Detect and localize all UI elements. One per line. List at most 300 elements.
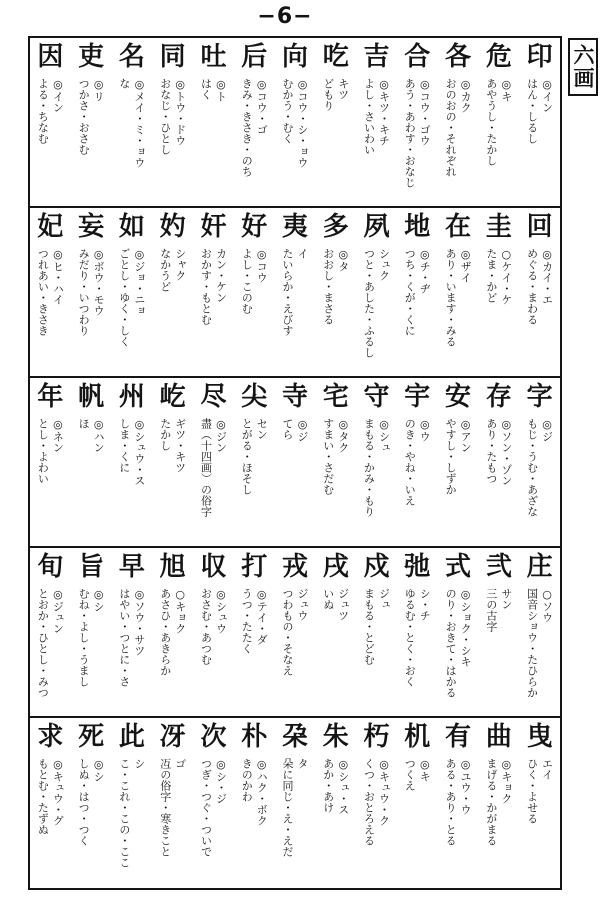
kun-reading: ある・あり・とる <box>444 758 458 846</box>
kanji-character: 朶 <box>281 722 308 752</box>
kanji-readings <box>275 248 315 374</box>
kanji-entry <box>232 38 276 206</box>
on-reading: ◎チ・ヂ <box>418 248 432 294</box>
kanji-readings <box>438 248 478 374</box>
kun-reading: きのかわ <box>240 758 254 802</box>
kanji-readings <box>397 78 437 204</box>
kanji-readings <box>479 418 519 544</box>
on-reading: ◎キュウ・ク <box>377 758 391 826</box>
on-reading: ◎ウ <box>418 418 432 442</box>
kanji-character: 妃 <box>37 212 64 242</box>
kanji-readings <box>30 418 70 544</box>
on-reading: ○ソウ <box>540 588 554 623</box>
kanji-readings <box>275 758 315 884</box>
kanji-readings <box>275 418 315 544</box>
kanji-readings <box>357 418 397 544</box>
on-reading: サン <box>499 588 513 610</box>
on-reading: イ <box>296 248 309 259</box>
on-reading: ◎カイ・エ <box>540 248 554 305</box>
kun-reading: よし・さいわい <box>362 78 376 155</box>
kun-reading: すまい・さだむ <box>321 418 335 495</box>
on-reading: ◎メイ・ミ・ョウ <box>132 78 146 168</box>
on-reading: タ <box>296 758 309 769</box>
kun-reading: よる・ちなむ <box>36 78 50 144</box>
on-reading: シャク <box>173 248 187 281</box>
on-reading: セン <box>255 418 269 440</box>
kanji-entry <box>110 208 154 376</box>
kanji-entry <box>69 38 113 206</box>
on-reading: ◎シュ・ス <box>336 758 350 815</box>
on-reading: ◎ジュン <box>51 588 65 634</box>
kanji-readings <box>438 758 478 884</box>
kanji-entry <box>69 208 113 376</box>
kanji-entry <box>395 208 439 376</box>
kanji-readings <box>71 758 111 884</box>
on-reading: ◎ジョ・ニョ <box>132 248 146 316</box>
kanji-readings <box>112 248 152 374</box>
kanji-entry <box>436 38 480 206</box>
on-reading: ◎ソン・ゾン <box>499 418 513 486</box>
stroke-count-label: 六画 <box>568 38 598 96</box>
kanji-entry <box>232 208 276 376</box>
kanji-character: 早 <box>118 552 145 582</box>
kun-reading: しま・くに <box>117 418 131 473</box>
kun-reading: 冱の俗字・寒きこと <box>158 758 172 857</box>
kanji-character: 存 <box>485 382 512 412</box>
kun-reading: ゆるむ・とく・おく <box>403 588 417 687</box>
kanji-character: 帆 <box>78 382 105 412</box>
kanji-readings <box>520 418 560 544</box>
kanji-readings <box>112 78 152 204</box>
kun-reading: たかし <box>158 418 172 451</box>
on-reading: ジュウ <box>296 588 309 621</box>
kanji-entry <box>355 38 399 206</box>
kanji-entry <box>110 378 154 546</box>
kanji-readings <box>438 588 478 714</box>
kanji-row <box>30 36 560 206</box>
on-reading: シ <box>132 758 146 769</box>
kanji-entry <box>477 548 521 716</box>
kanji-character: 戍 <box>363 552 390 582</box>
kanji-character: 宇 <box>404 382 431 412</box>
kanji-character: 如 <box>118 212 145 242</box>
on-reading: ◎コウ・シ・ョウ <box>296 78 309 168</box>
on-reading: ◎シュウ <box>214 588 228 634</box>
kanji-entry <box>232 718 276 886</box>
kanji-readings <box>234 758 274 884</box>
kanji-row <box>30 716 560 886</box>
kun-reading: な <box>117 78 131 89</box>
kanji-entry <box>477 718 521 886</box>
kanji-readings <box>193 78 233 204</box>
kanji-character: 后 <box>241 42 268 72</box>
kun-reading: おさむ・あつむ <box>199 588 213 665</box>
kanji-readings <box>479 588 519 714</box>
on-reading: ジュ <box>377 588 391 610</box>
kanji-entry <box>436 718 480 886</box>
kun-reading: あり・たもつ <box>484 418 498 484</box>
kanji-entry <box>232 378 276 546</box>
kanji-readings <box>357 248 397 374</box>
kanji-entry <box>151 718 195 886</box>
kun-reading: めぐる・まわる <box>525 248 539 325</box>
kun-reading: あやうし・たかし <box>484 78 498 166</box>
kanji-readings <box>520 588 560 714</box>
kun-reading: つち・くが・くに <box>403 248 417 336</box>
kanji-character: 圭 <box>485 212 512 242</box>
kanji-character: 式 <box>445 552 472 582</box>
kanji-readings <box>520 78 560 204</box>
on-reading: ◎ネン <box>51 418 65 453</box>
kanji-character: 夷 <box>281 212 308 242</box>
on-reading: ○キョク <box>173 588 187 634</box>
page-number: −6− <box>257 4 313 29</box>
kanji-readings <box>316 588 356 714</box>
kanji-entry <box>314 378 358 546</box>
on-reading: ◎タク <box>336 418 350 453</box>
kanji-character: 吐 <box>200 42 227 72</box>
on-reading: ◎アン <box>459 418 473 453</box>
kanji-readings <box>316 248 356 374</box>
on-reading: ◎リ <box>92 78 106 102</box>
kanji-character: 吃 <box>322 42 349 72</box>
on-reading: ◎ハク・ボク <box>255 758 269 826</box>
kun-reading: あう・あわす・おなじ <box>403 78 417 188</box>
kanji-entry <box>110 38 154 206</box>
on-reading: ◎カク <box>459 78 473 113</box>
kanji-entry <box>355 548 399 716</box>
kanji-readings <box>234 418 274 544</box>
kanji-character: 合 <box>404 42 431 72</box>
kanji-character: 旭 <box>159 552 186 582</box>
kanji-character: 奸 <box>200 212 227 242</box>
kanji-character: 弐 <box>485 552 512 582</box>
on-reading: ◎ショク・シキ <box>459 588 473 667</box>
on-reading: ◎シュウ・ス <box>132 418 146 486</box>
kanji-character: 求 <box>37 722 64 752</box>
kanji-readings <box>71 418 111 544</box>
kanji-entry <box>273 548 317 716</box>
on-reading: ◎テイ・ダ <box>255 588 269 645</box>
kanji-entry <box>110 548 154 716</box>
kanji-character: 名 <box>118 42 145 72</box>
kanji-entry <box>518 38 562 206</box>
on-reading: ◎シ <box>92 588 106 612</box>
kanji-entry <box>477 378 521 546</box>
kanji-entry <box>477 38 521 206</box>
on-reading: ◎タ <box>336 248 350 272</box>
on-reading: ◎トウ・ドウ <box>173 78 187 146</box>
kanji-entry <box>355 378 399 546</box>
kun-reading: あか・あけ <box>321 758 335 813</box>
on-reading: エイ <box>540 758 554 780</box>
kanji-entry <box>395 38 439 206</box>
kanji-readings <box>193 418 233 544</box>
kanji-readings <box>520 248 560 374</box>
kanji-character: 朱 <box>322 722 349 752</box>
kanji-readings <box>71 248 111 374</box>
kanji-row <box>30 376 560 546</box>
kun-reading: たま・かど <box>484 248 498 303</box>
kun-reading: 国音ショウ・たひらか <box>525 588 539 698</box>
kanji-character: 此 <box>118 722 145 752</box>
kanji-character: 打 <box>241 552 268 582</box>
kun-reading: みだり・いつわり <box>77 248 91 336</box>
kanji-character: 因 <box>37 42 64 72</box>
on-reading: ◎コウ・ゴウ <box>418 78 432 146</box>
kun-reading: どもり <box>321 78 335 111</box>
kanji-entry <box>191 718 235 886</box>
kanji-character: 吉 <box>363 42 390 72</box>
kanji-readings <box>275 588 315 714</box>
kanji-entry <box>395 378 439 546</box>
kun-reading: もじ・うむ・あざな <box>525 418 539 517</box>
kun-reading: ごとし・ゆく・しく <box>117 248 131 347</box>
kanji-readings <box>30 758 70 884</box>
kanji-character: 同 <box>159 42 186 72</box>
on-reading: ○ケイ・ケ <box>499 248 513 305</box>
kanji-character: 好 <box>241 212 268 242</box>
kanji-character: 夙 <box>363 212 390 242</box>
kanji-character: 次 <box>200 722 227 752</box>
kanji-character: 多 <box>322 212 349 242</box>
kanji-entry <box>28 378 72 546</box>
kun-reading: つくえ <box>403 758 417 791</box>
kun-reading: 盡（十四画）の俗字 <box>199 418 213 517</box>
kun-reading: きみ・きさき・のち <box>240 78 254 177</box>
kun-reading: いぬ <box>321 588 335 610</box>
kun-reading: まもる・とどむ <box>362 588 376 665</box>
on-reading: ◎イン <box>51 78 65 113</box>
kanji-character: 妄 <box>78 212 105 242</box>
kun-reading: なかうど <box>158 248 172 292</box>
kanji-entry <box>518 548 562 716</box>
kun-reading: 朵に同じ・え・えだ <box>281 758 294 857</box>
kanji-readings <box>71 78 111 204</box>
kanji-readings <box>397 758 437 884</box>
kanji-entry <box>151 548 195 716</box>
kun-reading: のき・やね・いえ <box>403 418 417 506</box>
kun-reading: こ・これ・この・ここ <box>117 758 131 868</box>
on-reading: ◎ヒ・ハイ <box>51 248 65 305</box>
kanji-entry <box>232 548 276 716</box>
kanji-entry <box>518 718 562 886</box>
kanji-readings <box>357 588 397 714</box>
kanji-readings <box>30 588 70 714</box>
kanji-entry <box>151 208 195 376</box>
kanji-character: 弛 <box>404 552 431 582</box>
kun-reading: ほ <box>77 418 91 429</box>
on-reading: ◎ト <box>214 78 228 102</box>
on-reading: ジュツ <box>336 588 350 621</box>
kun-reading: まもる・かみ・もり <box>362 418 376 517</box>
kun-reading: あさひ・あきらか <box>158 588 172 676</box>
kun-reading: よし・このむ <box>240 248 254 314</box>
kanji-entry <box>518 208 562 376</box>
on-reading: ◎キ <box>418 758 432 782</box>
kanji-entry <box>314 548 358 716</box>
kanji-entry <box>28 548 72 716</box>
kanji-character: 朽 <box>363 722 390 752</box>
on-reading: ◎コウ・ゴ <box>255 78 269 135</box>
kanji-readings <box>397 418 437 544</box>
kanji-readings <box>30 248 70 374</box>
kanji-entry <box>314 718 358 886</box>
kanji-entry <box>69 718 113 886</box>
kanji-entry <box>191 208 235 376</box>
kanji-character: 庄 <box>526 552 553 582</box>
kanji-entry <box>273 208 317 376</box>
kanji-entry <box>518 378 562 546</box>
kanji-character: 曲 <box>485 722 512 752</box>
kanji-entry <box>273 38 317 206</box>
kanji-entry <box>395 548 439 716</box>
kanji-character: 曳 <box>526 722 553 752</box>
kanji-readings <box>479 78 519 204</box>
on-reading: ◎コウ <box>255 248 269 283</box>
kanji-entry <box>151 38 195 206</box>
kanji-row <box>30 546 560 716</box>
kanji-entry <box>273 718 317 886</box>
kanji-readings <box>357 758 397 884</box>
kanji-readings <box>112 758 152 884</box>
kanji-readings <box>30 78 70 204</box>
kun-reading: 三の古字 <box>484 588 498 632</box>
kun-reading: くつ・おとろえる <box>362 758 376 846</box>
kanji-character: 死 <box>78 722 105 752</box>
on-reading: シ・チ <box>418 588 432 621</box>
kun-reading: のり・おきて・はかる <box>444 588 458 698</box>
kanji-entry <box>110 718 154 886</box>
kanji-row <box>30 206 560 376</box>
kanji-entry <box>314 38 358 206</box>
kun-reading: おかす・もとむ <box>199 248 213 325</box>
kanji-entry <box>436 378 480 546</box>
kanji-readings <box>234 248 274 374</box>
kanji-character: 在 <box>445 212 472 242</box>
kun-reading: とおか・ひとし・みつ <box>36 588 50 698</box>
on-reading: ギツ・キツ <box>173 418 187 473</box>
kun-reading: あり・います・みる <box>444 248 458 347</box>
kanji-character: 旬 <box>37 552 64 582</box>
kun-reading: とし・よわい <box>36 418 50 484</box>
kun-reading: もとむ・たずぬ <box>36 758 50 835</box>
kanji-character: 戎 <box>281 552 308 582</box>
kanji-character: 年 <box>37 382 64 412</box>
kanji-character: 宅 <box>322 382 349 412</box>
kanji-entry <box>314 208 358 376</box>
kun-reading: まげる・かがまる <box>484 758 498 846</box>
on-reading: ◎キョク <box>499 758 513 804</box>
on-reading: シュク <box>377 248 391 281</box>
kanji-character: 机 <box>404 722 431 752</box>
on-reading: ゴ <box>173 758 187 769</box>
on-reading: ◎ボウ・モウ <box>92 248 106 316</box>
kun-reading: おなじ・ひとし <box>158 78 172 155</box>
kanji-character: 字 <box>526 382 553 412</box>
kun-reading: つかさ・おさむ <box>77 78 91 155</box>
kanji-readings <box>153 588 193 714</box>
kun-reading: むね・よし・うまし <box>77 588 91 687</box>
kun-reading: はん・しるし <box>525 78 539 144</box>
kanji-entry <box>28 38 72 206</box>
kanji-character: 尽 <box>200 382 227 412</box>
kun-reading: しぬ・はつ・つく <box>77 758 91 846</box>
kanji-entry <box>69 378 113 546</box>
kanji-readings <box>357 78 397 204</box>
kanji-readings <box>153 248 193 374</box>
kanji-character: 冴 <box>159 722 186 752</box>
kanji-character: 旨 <box>78 552 105 582</box>
kanji-readings <box>275 78 315 204</box>
kanji-entry <box>69 548 113 716</box>
kanji-readings <box>153 758 193 884</box>
kanji-entry <box>477 208 521 376</box>
on-reading: ◎ハン <box>92 418 106 453</box>
kanji-readings <box>193 758 233 884</box>
kanji-character: 尖 <box>241 382 268 412</box>
kanji-entry <box>355 208 399 376</box>
on-reading: ◎ジ <box>296 418 309 442</box>
kanji-entry <box>191 38 235 206</box>
on-reading: ◎ユウ・ウ <box>459 758 473 815</box>
on-reading: ◎キツ・キチ <box>377 78 391 146</box>
kanji-character: 各 <box>445 42 472 72</box>
kanji-character: 危 <box>485 42 512 72</box>
kanji-readings <box>153 418 193 544</box>
kanji-entry <box>28 208 72 376</box>
kun-reading: たいらか・えびす <box>281 248 294 336</box>
kanji-character: 朴 <box>241 722 268 752</box>
kanji-character: 回 <box>526 212 553 242</box>
kanji-readings <box>234 78 274 204</box>
kanji-readings <box>193 588 233 714</box>
on-reading: カン・ケン <box>214 248 228 303</box>
on-reading: ◎シュ <box>377 418 391 453</box>
kanji-readings <box>153 78 193 204</box>
kanji-entry <box>436 208 480 376</box>
kanji-readings <box>316 758 356 884</box>
on-reading: ◎ジン <box>214 418 228 453</box>
on-reading: キツ <box>336 78 350 100</box>
kanji-character: 州 <box>118 382 145 412</box>
on-reading: ◎シ・ジ <box>214 758 228 804</box>
kanji-readings <box>397 248 437 374</box>
kun-reading: つれあい・きさき <box>36 248 50 336</box>
kanji-character: 地 <box>404 212 431 242</box>
kun-reading: うつ・たたく <box>240 588 254 654</box>
kanji-character: 向 <box>281 42 308 72</box>
kanji-character: 戌 <box>322 552 349 582</box>
kanji-entry <box>355 718 399 886</box>
kanji-readings <box>438 78 478 204</box>
kanji-readings <box>316 418 356 544</box>
kanji-readings <box>234 588 274 714</box>
kanji-character: 寺 <box>281 382 308 412</box>
kun-reading: むかう・むく <box>281 78 294 144</box>
on-reading: ◎シ <box>92 758 106 782</box>
kun-reading: てら <box>281 418 294 440</box>
on-reading: ◎ジ <box>540 418 554 442</box>
kanji-character: 屹 <box>159 382 186 412</box>
kanji-readings <box>193 248 233 374</box>
kanji-character: 有 <box>445 722 472 752</box>
kanji-entry <box>273 378 317 546</box>
kanji-entry <box>191 378 235 546</box>
kun-reading: つわもの・そなえ <box>281 588 294 676</box>
kanji-entry <box>191 548 235 716</box>
kanji-readings <box>479 758 519 884</box>
